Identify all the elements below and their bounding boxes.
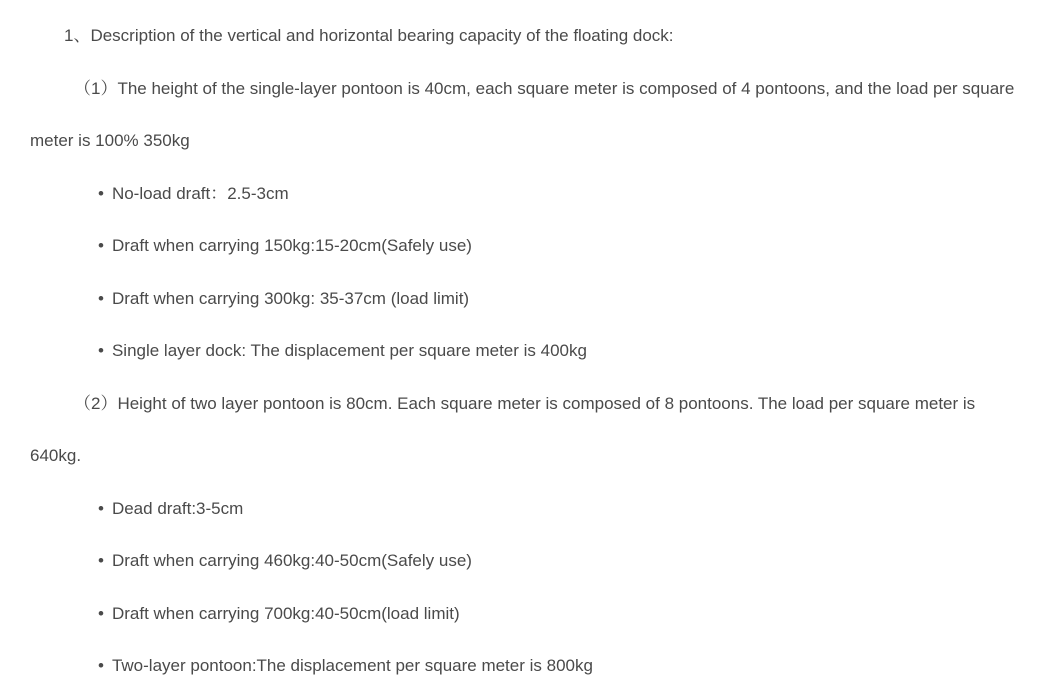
list-item — [30, 220, 1022, 273]
list-item-label: No-load draft：2.5-3cm — [111, 183, 289, 203]
list-item — [30, 588, 1022, 641]
list-item-label: Dead draft:3-5cm — [111, 498, 244, 518]
list-item — [30, 640, 1022, 693]
list-item — [30, 483, 1022, 536]
bullet-icon: • — [98, 183, 104, 203]
bullet-icon: • — [98, 656, 104, 675]
bullet-icon: • — [98, 341, 104, 360]
list-item — [30, 273, 1022, 326]
list-item-label: Single layer dock: The displacement per square meter is 400kg — [111, 341, 587, 360]
section-1-intro: （1）The height of the single-layer pontoon is 40cm, each square meter is composed of 4 pontoons, and the load per square meter is 100% 350kg — [30, 78, 1020, 150]
list-item-label: Two-layer pontoon:The displacement per square meter is 800kg — [111, 656, 593, 675]
bullet-icon: • — [98, 236, 104, 255]
bullet-icon: • — [98, 603, 104, 623]
list-item-label: Draft when carrying 460kg:40-50cm(Safely use) — [111, 551, 472, 570]
bullet-icon: • — [98, 288, 104, 308]
list-item-label: Draft when carrying 300kg: 35-37cm (load limit) — [111, 288, 470, 308]
list-item — [30, 535, 1022, 588]
list-item — [30, 168, 1022, 221]
document-heading: 1、Description of the vertical and horizontal bearing capacity of the floating dock: — [64, 26, 674, 45]
list-item-label: Draft when carrying 150kg:15-20cm(Safely use) — [111, 236, 472, 255]
section-2-intro: （2）Height of two layer pontoon is 80cm. Each square meter is composed of 8 pontoons. The load per square meter is 640kg. — [30, 393, 980, 465]
bullet-icon: • — [98, 551, 104, 570]
bullet-icon: • — [98, 498, 104, 518]
list-item-label: Draft when carrying 700kg:40-50cm(load limit) — [111, 603, 460, 623]
list-item — [30, 325, 1022, 378]
